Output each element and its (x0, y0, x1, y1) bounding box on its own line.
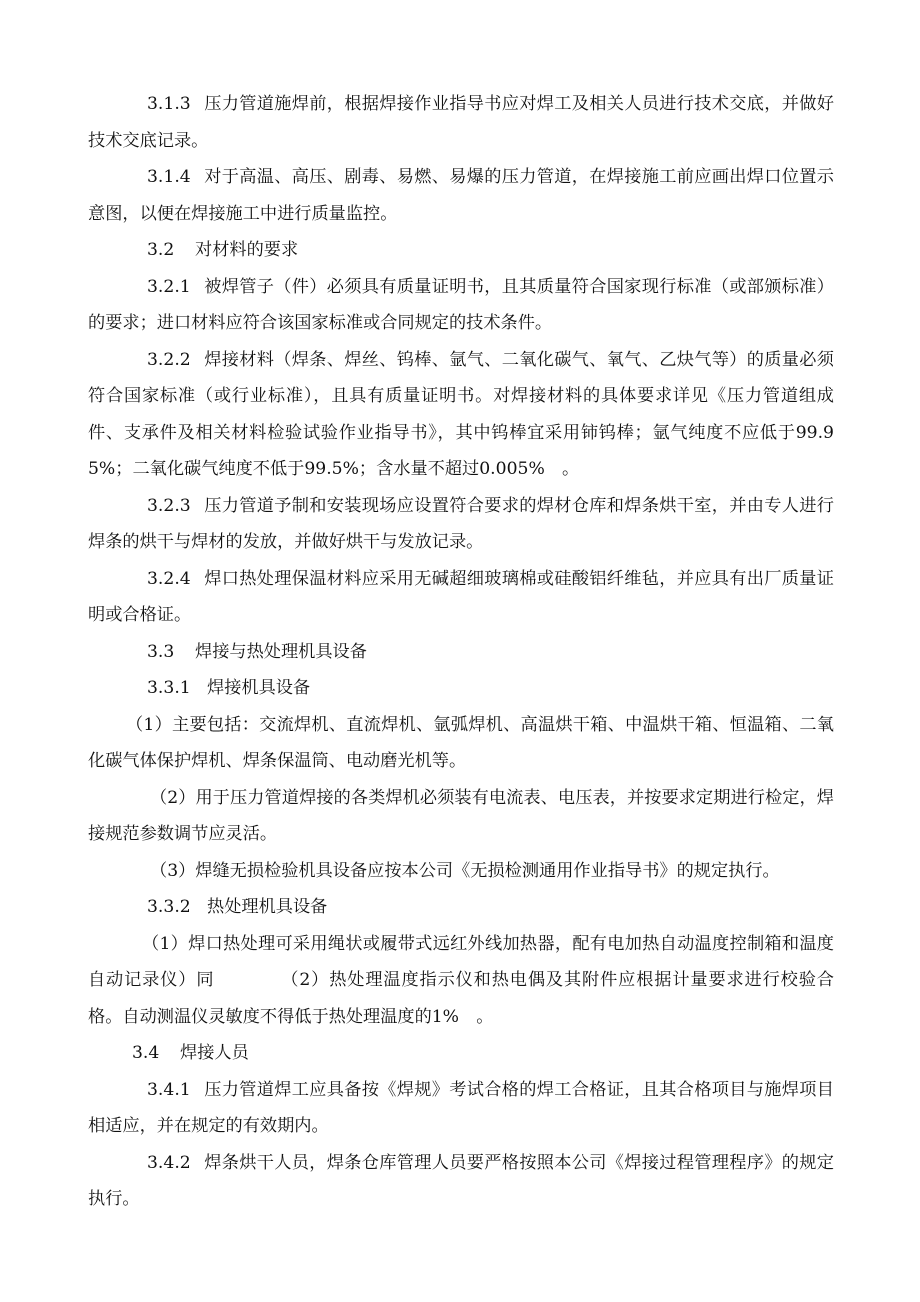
heading-text: 焊接机具设备 (207, 678, 311, 698)
paragraph-3-2-2 (88, 342, 834, 488)
section-number: 3.2.2 (147, 349, 191, 370)
heading-3-3-1 (88, 670, 834, 707)
heading-text: 热处理机具设备 (207, 897, 328, 917)
section-number: 3.2.1 (147, 276, 191, 297)
paragraph-3-1-4 (88, 159, 834, 232)
section-number: 3.3.1 (147, 678, 191, 698)
paragraph-3-2-4 (88, 561, 834, 634)
section-number: 3.4.2 (147, 1152, 191, 1173)
section-number: 3.3 (147, 641, 175, 662)
paragraph-3-1-3 (88, 86, 834, 159)
section-number: 3.2.4 (147, 568, 191, 589)
list-item-text: （1）主要包括：交流焊机、直流焊机、氩弧焊机、高温烘干箱、中温烘干箱、恒温箱、二氧化碳气体保护焊机、焊条保温筒、电动磨光机等。 (88, 714, 834, 771)
section-number: 3.4.1 (147, 1079, 191, 1100)
heading-3-4 (88, 1035, 834, 1072)
section-number: 3.3.2 (147, 897, 191, 917)
section-number: 3.1.3 (147, 94, 191, 114)
paragraph-text: 焊条烘干人员，焊条仓库管理人员要严格按照本公司《焊接过程管理程序》的规定执行。 (88, 1152, 834, 1209)
heading-text: 对材料的要求 (195, 240, 299, 260)
paragraph-text: 焊接材料（焊条、焊丝、钨棒、氩气、二氧化碳气、氧气、乙炔气等）的质量必须符合国家标准（或行业标准），且具有质量证明书。对焊接材料的具体要求详见《压力管道组成件、支承件及相关材料检验试验作业指导书》，其中钨棒宜采用铈钨棒；氩气纯度不应低于99.95%；二氧化碳气纯度不低于99.5%；含水量不超过0.005% 。 (88, 349, 834, 479)
paragraph-3-2-3 (88, 488, 834, 561)
paragraph-text: 焊口热处理保温材料应采用无碱超细玻璃棉或硅酸铝纤维毡，并应具有出厂质量证明或合格证。 (88, 568, 834, 625)
section-number: 3.2.3 (147, 495, 191, 516)
list-item-1 (88, 707, 834, 780)
paragraph-text: 压力管道予制和安装现场应设置符合要求的焊材仓库和焊条烘干室，并由专人进行焊条的烘干与焊材的发放，并做好烘干与发放记录。 (88, 495, 834, 552)
paragraph-text: 压力管道施焊前，根据焊接作业指导书应对焊工及相关人员进行技术交底，并做好技术交底记录。 (88, 94, 834, 151)
section-number: 3.1.4 (147, 167, 191, 187)
list-item-heat-treatment (88, 926, 834, 1036)
heading-text: 焊接人员 (180, 1043, 249, 1063)
list-item-text: （1）焊口热处理可采用绳状或履带式远红外线加热器，配有电加热自动温度控制箱和温度自动记录仪）同 (88, 933, 834, 990)
list-item-text: （3）焊缝无损检验机具设备应按本公司《无损检测通用作业指导书》的规定执行。 (150, 860, 780, 881)
paragraph-text: 压力管道焊工应具备按《焊规》考试合格的焊工合格证，且其合格项目与施焊项目相适应，并在规定的有效期内。 (88, 1079, 834, 1136)
paragraph-text: 被焊管子（件）必须具有质量证明书，且其质量符合国家现行标准（或部颁标准）的要求；进口材料应符合该国家标准或合同规定的技术条件。 (88, 276, 834, 333)
list-item-3 (88, 853, 834, 890)
document-page (88, 86, 834, 1218)
heading-3-3 (88, 634, 834, 671)
list-item-2 (88, 780, 834, 853)
heading-text: 焊接与热处理机具设备 (195, 641, 367, 662)
list-item-text: （2）用于压力管道焊接的各类焊机必须装有电流表、电压表，并按要求定期进行检定，焊接规范参数调节应灵活。 (88, 787, 834, 844)
paragraph-text: 对于高温、高压、剧毒、易燃、易爆的压力管道，在焊接施工前应画出焊口位置示意图，以便在焊接施工中进行质量监控。 (88, 167, 834, 224)
paragraph-3-2-1 (88, 269, 834, 342)
heading-3-2 (88, 232, 834, 269)
section-number: 3.2 (147, 240, 175, 260)
section-number: 3.4 (132, 1043, 160, 1063)
list-item-text-continued: （2）热处理温度指示仪和热电偶及其附件应根据计量要求进行校验合格。自动测温仪灵敏度不得低于热处理温度的1% 。 (88, 970, 834, 1027)
paragraph-3-4-1 (88, 1072, 834, 1145)
paragraph-3-4-2 (88, 1145, 834, 1218)
heading-3-3-2 (88, 889, 834, 926)
